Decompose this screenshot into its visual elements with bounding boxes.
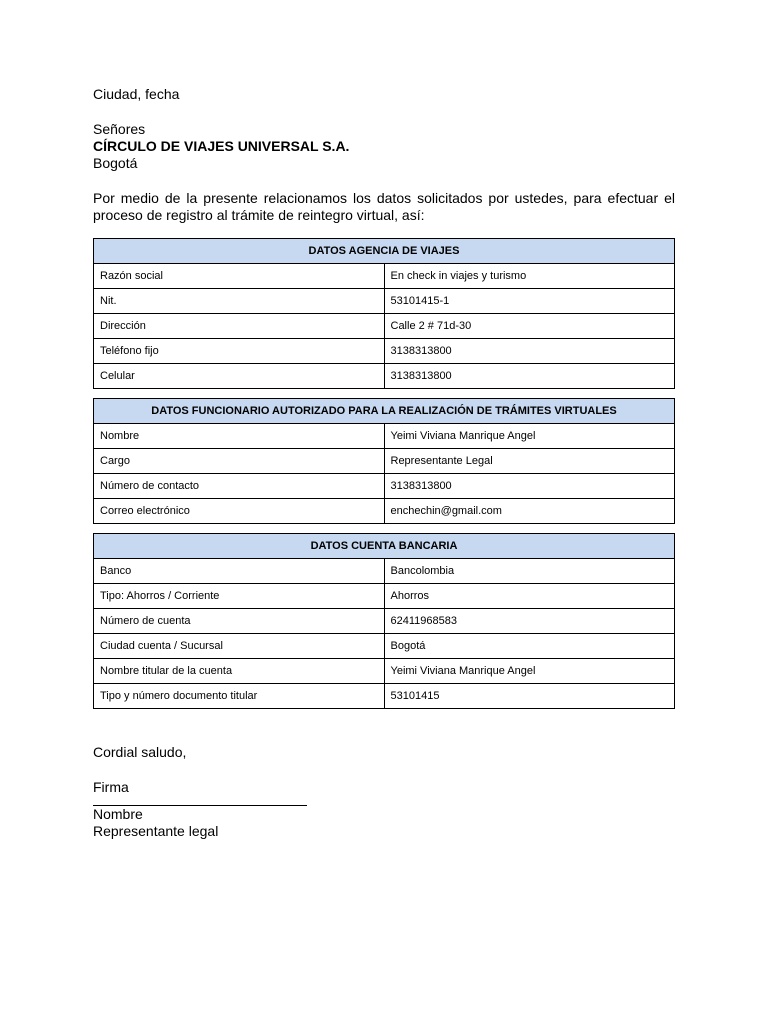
field-label: Tipo: Ahorros / Corriente	[94, 584, 385, 609]
table-row	[94, 474, 675, 499]
bank-account-table	[93, 533, 675, 709]
field-value: Calle 2 # 71d-30	[384, 314, 675, 339]
table-header-row	[94, 534, 675, 559]
field-value: 3138313800	[384, 474, 675, 499]
table-row	[94, 364, 675, 389]
table-row	[94, 264, 675, 289]
field-label: Nombre	[94, 424, 385, 449]
table-title: DATOS CUENTA BANCARIA	[94, 534, 675, 559]
field-value: 3138313800	[384, 364, 675, 389]
table-row	[94, 289, 675, 314]
city-date: Ciudad, fecha	[93, 86, 180, 102]
recipient-company: CÍRCULO DE VIAJES UNIVERSAL S.A.	[93, 138, 350, 154]
table-row	[94, 584, 675, 609]
field-label: Cargo	[94, 449, 385, 474]
field-value: Yeimi Viviana Manrique Angel	[384, 659, 675, 684]
table-row	[94, 634, 675, 659]
intro-paragraph: Por medio de la presente relacionamos los datos solicitados por ustedes, para efectuar el proceso de registro al trámite de reintegro virtual, así:	[93, 190, 675, 223]
recipient-city: Bogotá	[93, 155, 138, 171]
signer-role-label: Representante legal	[93, 823, 219, 839]
table-row	[94, 339, 675, 364]
table-row	[94, 659, 675, 684]
field-value: 53101415-1	[384, 289, 675, 314]
field-value: En check in viajes y turismo	[384, 264, 675, 289]
field-value: Bancolombia	[384, 559, 675, 584]
field-label: Dirección	[94, 314, 385, 339]
closing-greeting: Cordial saludo,	[93, 744, 187, 760]
table-header-row	[94, 399, 675, 424]
field-label: Ciudad cuenta / Sucursal	[94, 634, 385, 659]
table-row	[94, 559, 675, 584]
field-value: Bogotá	[384, 634, 675, 659]
table-row	[94, 609, 675, 634]
authorized-official-table	[93, 398, 675, 524]
field-value: 3138313800	[384, 339, 675, 364]
field-value: 53101415	[384, 684, 675, 709]
table-row	[94, 424, 675, 449]
table-row	[94, 499, 675, 524]
field-label: Razón social	[94, 264, 385, 289]
table-header-row	[94, 239, 675, 264]
field-value: Yeimi Viviana Manrique Angel	[384, 424, 675, 449]
salutation: Señores	[93, 121, 146, 137]
field-value: 62411968583	[384, 609, 675, 634]
table-row	[94, 314, 675, 339]
field-label: Nombre titular de la cuenta	[94, 659, 385, 684]
field-value: Ahorros	[384, 584, 675, 609]
field-label: Banco	[94, 559, 385, 584]
field-value: enchechin@gmail.com	[384, 499, 675, 524]
field-label: Celular	[94, 364, 385, 389]
letter-page	[93, 86, 675, 840]
table-title: DATOS FUNCIONARIO AUTORIZADO PARA LA REALIZACIÓN DE TRÁMITES VIRTUALES	[94, 399, 675, 424]
field-label: Número de cuenta	[94, 609, 385, 634]
table-title: DATOS AGENCIA DE VIAJES	[94, 239, 675, 264]
field-label: Correo electrónico	[94, 499, 385, 524]
field-label: Tipo y número documento titular	[94, 684, 385, 709]
signature-label: Firma	[93, 779, 129, 795]
table-row	[94, 449, 675, 474]
field-label: Teléfono fijo	[94, 339, 385, 364]
field-value: Representante Legal	[384, 449, 675, 474]
signer-name-label: Nombre	[93, 806, 143, 822]
agency-data-table	[93, 238, 675, 389]
field-label: Número de contacto	[94, 474, 385, 499]
field-label: Nit.	[94, 289, 385, 314]
table-row	[94, 684, 675, 709]
